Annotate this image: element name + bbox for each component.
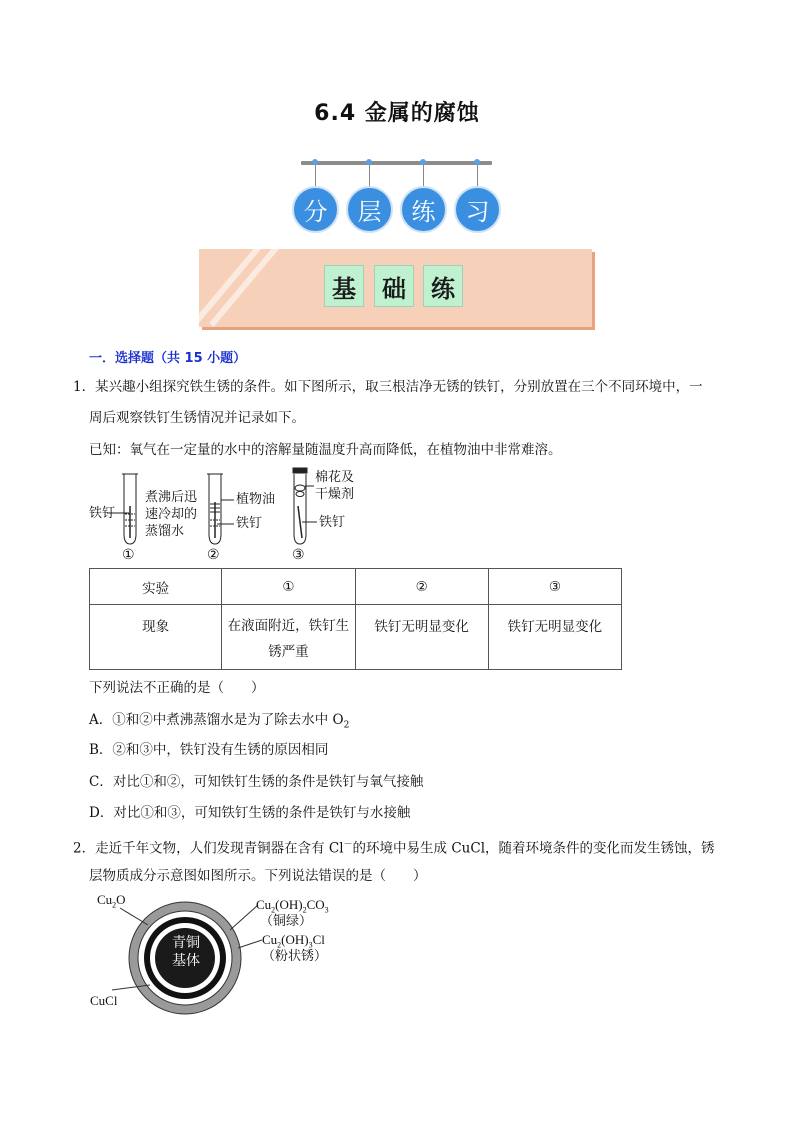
superscript: － [343, 840, 353, 850]
label-powder-rust-name: （粉状锈） [262, 949, 328, 964]
label-cucl: CuCl [90, 993, 118, 1008]
layer-circle: 层 [346, 186, 393, 233]
label-cu2o [97, 892, 126, 913]
label-copper-green-name: （铜绿） [260, 914, 313, 929]
table-header-cell: ③ [488, 569, 621, 605]
formula-part: (OH) [275, 897, 303, 912]
circled-number: ① [112, 712, 126, 728]
label-bronze-base: 基体 [172, 953, 200, 969]
hook-line [369, 162, 370, 188]
circled-number: ① [140, 805, 154, 821]
subscript: 2 [302, 905, 307, 915]
option-a[interactable] [89, 710, 349, 736]
hanging-bar [301, 161, 492, 165]
layer-circle: 分 [292, 186, 339, 233]
q1-ask: 下列说法不正确的是（ ） [89, 680, 265, 696]
option-b[interactable] [89, 740, 328, 760]
hook-dot [366, 159, 372, 165]
option-text: 和 [125, 712, 140, 728]
q2-text: 2．走近千年文物，人们发现青铜器在含有 Cl [73, 840, 344, 857]
banner-char: 础 [374, 265, 414, 307]
hook-line [423, 162, 424, 188]
option-text: A． [89, 712, 113, 728]
option-d[interactable] [89, 803, 410, 823]
subscript: 2 [112, 900, 117, 910]
option-text: D．对比 [89, 805, 141, 821]
table-cell: 铁钉无明显变化 [355, 605, 488, 670]
hook-dot [312, 159, 318, 165]
label-nail: 铁钉 [89, 506, 116, 521]
page-title: 6.4 金属的腐蚀 [314, 101, 480, 126]
table-header-cell: 实验 [90, 569, 222, 605]
banner-char: 基 [324, 265, 364, 307]
formula-part: O [116, 892, 126, 907]
cell-text: 锈严重 [268, 644, 309, 660]
tube-number: ③ [292, 547, 305, 563]
label-nail: 铁钉 [319, 515, 346, 530]
formula-part: Cu [97, 892, 113, 907]
subscript: 2 [277, 940, 282, 950]
q1-known: 已知：氧气在一定量的水中的溶解量随温度升高而降低，在植物油中非常难溶。 [89, 442, 562, 458]
layer-circle: 练 [400, 186, 447, 233]
table-cell: 铁钉无明显变化 [488, 605, 621, 670]
circled-number: ① [139, 774, 154, 790]
option-text: B． [89, 742, 113, 758]
subscript: 2 [343, 720, 350, 731]
layer-circle: 习 [454, 186, 501, 233]
formula-part: Cl [312, 932, 325, 947]
formula-part: CO [306, 897, 325, 912]
label-water: 速冷却的 [145, 507, 198, 522]
subscript: 2 [271, 905, 276, 915]
q2-text: 的环境中易生成 CuCl，随着环境条件的变化而发生锈蚀，锈 [352, 840, 715, 857]
circled-number: ② [112, 742, 126, 758]
option-text: C．对比 [89, 774, 140, 790]
test-tube-3 [293, 468, 317, 544]
option-text: 和 [153, 774, 167, 790]
experiment-table [89, 568, 622, 670]
subscript: 3 [308, 940, 313, 950]
formula-part: Cu [256, 897, 272, 912]
q1-stem-line2: 周后观察铁钉生锈情况并记录如下。 [89, 410, 305, 426]
label-oil: 植物油 [236, 492, 276, 507]
q1-stem-line1: 1．某兴趣小组探究铁生锈的条件。如下图所示，取三根洁净无锈的铁钉，分别放置在三个不同环境中，一 [73, 379, 703, 395]
section-heading: 一．选择题（共 15 小题） [89, 351, 247, 366]
option-text: 中煮沸蒸馏水是为了除去水中 O [152, 712, 344, 728]
hook-dot [420, 159, 426, 165]
test-tube-figure [89, 466, 389, 566]
label-nail: 铁钉 [236, 516, 263, 531]
tube-number: ① [122, 547, 135, 563]
circled-number: ③ [167, 805, 181, 821]
option-text: ，可知铁钉生锈的条件是铁钉与水接触 [180, 805, 411, 821]
formula-part: Cu [262, 932, 278, 947]
tube-number: ② [207, 547, 220, 563]
hook-line [477, 162, 478, 188]
label-cotton: 棉花及 [315, 470, 355, 485]
q2-stem-line1 [73, 835, 715, 859]
level-banner [199, 249, 592, 327]
label-water: 蒸馏水 [145, 524, 185, 539]
table-row-label: 现象 [90, 605, 222, 670]
table-cell [222, 605, 355, 670]
circled-number: ③ [139, 742, 153, 758]
formula-part: (OH) [281, 932, 309, 947]
circled-number: ② [139, 712, 153, 728]
option-text: 和 [125, 742, 140, 758]
hook-dot [474, 159, 480, 165]
label-drying-agent: 干燥剂 [315, 487, 355, 502]
q2-stem-line2: 层物质成分示意图如图所示。下列说法错误的是（ ） [89, 868, 427, 884]
table-header-cell: ② [355, 569, 488, 605]
option-text: ，可知铁钉生锈的条件是铁钉与氧气接触 [180, 774, 424, 790]
banner-char: 练 [423, 265, 463, 307]
table-header-cell: ① [222, 569, 355, 605]
label-water: 煮沸后迅 [145, 490, 198, 505]
test-tube-2 [207, 474, 234, 544]
subscript: 3 [324, 905, 329, 915]
bronze-rust-figure [90, 890, 350, 1020]
option-text: 和 [153, 805, 168, 821]
label-bronze-base: 青铜 [172, 935, 200, 951]
hook-line [315, 162, 316, 188]
option-text: 中，铁钉没有生锈的原因相同 [152, 742, 329, 758]
circled-number: ② [166, 774, 181, 790]
cell-text: 在液面附近，铁钉生 [227, 618, 350, 634]
option-c[interactable] [89, 772, 423, 792]
